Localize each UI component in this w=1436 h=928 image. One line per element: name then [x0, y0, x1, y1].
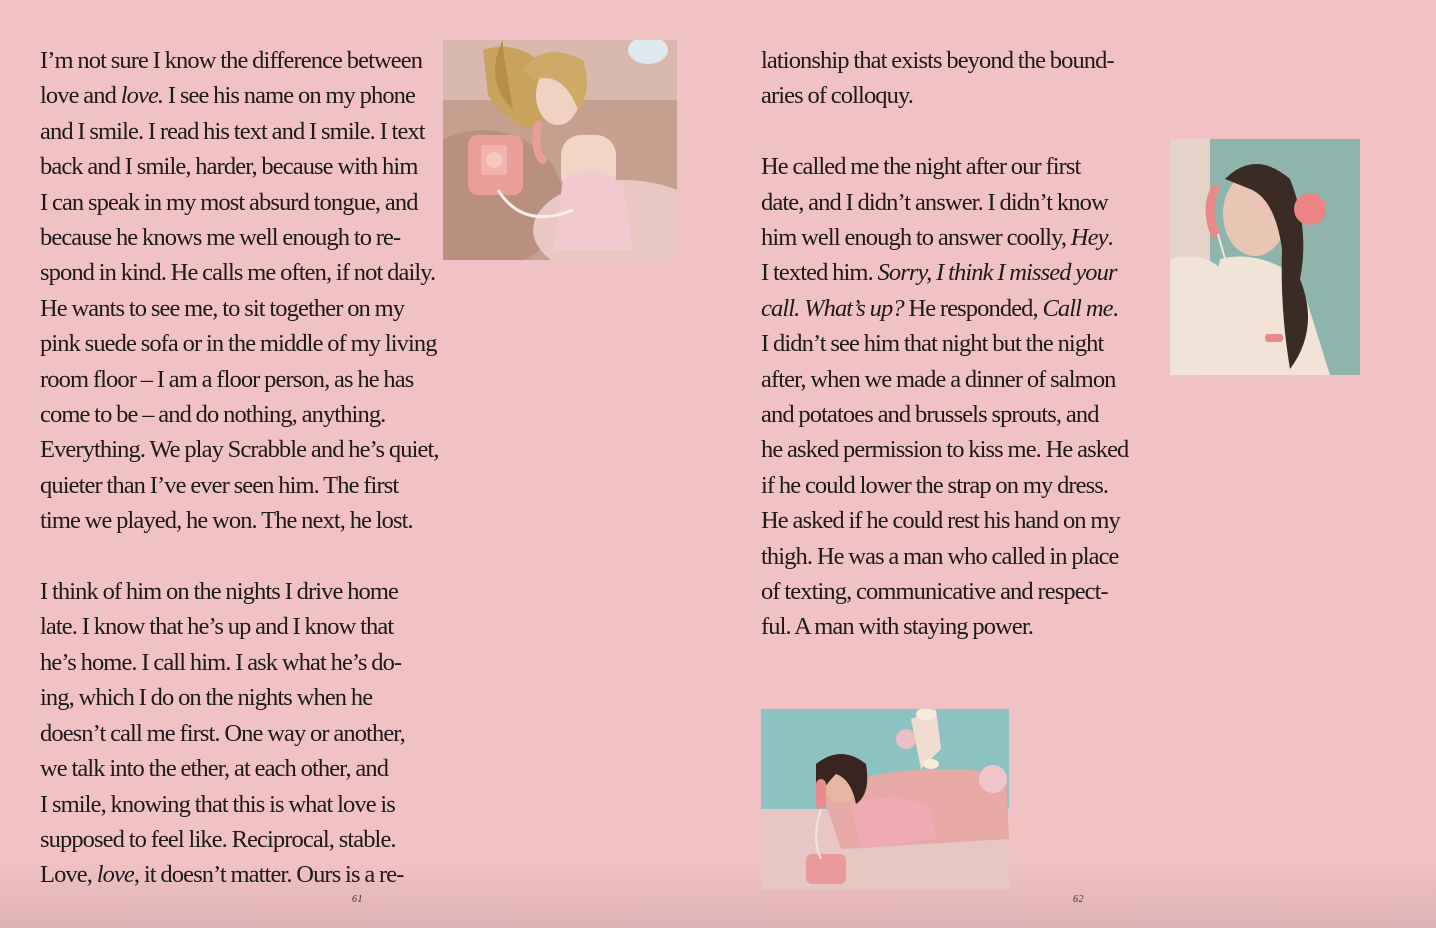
text-line: back and I smile, harder, because with him [40, 153, 418, 181]
text-line: he’s home. I call him. I ask what he’s do- [40, 648, 402, 676]
text-line: after, when we made a dinner of salmon [761, 365, 1116, 393]
text-line: supposed to feel like. Reciprocal, stable. [40, 825, 396, 853]
page-number-right: 62 [1073, 894, 1084, 905]
text-line: He asked if he could rest his hand on my [761, 507, 1120, 535]
text-line: call. What’s up? He responded, Call me. [761, 294, 1118, 322]
text-line: of texting, communicative and respect- [761, 578, 1108, 606]
italic-text: love. [120, 82, 164, 110]
right-paragraph-1 [761, 43, 1141, 114]
page-number-left: 61 [352, 894, 363, 905]
right-paragraph-2 [761, 149, 1141, 645]
text-line: I didn’t see him that night but the night [761, 330, 1104, 358]
photo-woman-lying-on-pink-bed [761, 709, 1009, 890]
text-line: because he knows me well enough to re- [40, 224, 401, 252]
text-line: we talk into the ether, at each other, and [40, 755, 389, 783]
text-line: aries of colloquy. [761, 82, 913, 110]
text-line: Everything. We play Scrabble and he’s quiet, [40, 436, 439, 464]
text-line: and I smile. I read his text and I smile. I text [40, 117, 425, 145]
left-paragraph-1 [40, 43, 439, 539]
text-line: thigh. He was a man who called in place [761, 542, 1119, 570]
italic-text: call. What’s up? [761, 294, 904, 322]
text-line: Love, love, it doesn’t matter. Ours is a re- [40, 861, 404, 889]
photo-woman-on-phone-teal-wall [1170, 139, 1360, 375]
text-line: He called me the night after our first [761, 153, 1081, 181]
text-line: He wants to see me, to sit together on my [40, 294, 405, 322]
text-line: quieter than I’ve ever seen him. The first [40, 471, 399, 499]
text-line: pink suede sofa or in the middle of my living [40, 330, 437, 358]
text-line: come to be – and do nothing, anything. [40, 401, 386, 429]
text-line: and potatoes and brussels sprouts, and [761, 401, 1099, 429]
text-line: ing, which I do on the nights when he [40, 684, 373, 712]
text-line: he asked permission to kiss me. He asked [761, 436, 1129, 464]
text-line: if he could lower the strap on my dress. [761, 471, 1109, 499]
text-line: I can speak in my most absurd tongue, and [40, 188, 418, 216]
text-line: him well enough to answer coolly, Hey. [761, 224, 1113, 252]
text-line: I think of him on the nights I drive home [40, 578, 399, 606]
right-page-text [761, 43, 1141, 645]
text-line: ful. A man with staying power. [761, 613, 1033, 641]
italic-text: Call me [1042, 294, 1113, 322]
text-line: spond in kind. He calls me often, if not daily. [40, 259, 436, 287]
text-line: date, and I didn’t answer. I didn’t know [761, 188, 1108, 216]
text-line: I’m not sure I know the difference between [40, 47, 423, 74]
photo-woman-with-rotary-phone [443, 40, 677, 260]
text-line: doesn’t call me first. One way or another, [40, 719, 405, 747]
text-line: room floor – I am a floor person, as he has [40, 365, 414, 393]
italic-text: love [96, 861, 134, 889]
italic-text: Hey [1070, 224, 1108, 252]
italic-text: Sorry, I think I missed your [877, 259, 1117, 287]
text-line: love and love. I see his name on my phone [40, 82, 416, 110]
text-line: I smile, knowing that this is what love is [40, 790, 395, 818]
text-line: time we played, he won. The next, he lost. [40, 507, 413, 535]
text-line: lationship that exists beyond the bound- [761, 47, 1114, 74]
left-paragraph-2 [40, 574, 420, 893]
left-page-text [40, 43, 439, 893]
text-line: late. I know that he’s up and I know that [40, 613, 394, 641]
text-line: I texted him. Sorry, I think I missed your [761, 259, 1117, 287]
